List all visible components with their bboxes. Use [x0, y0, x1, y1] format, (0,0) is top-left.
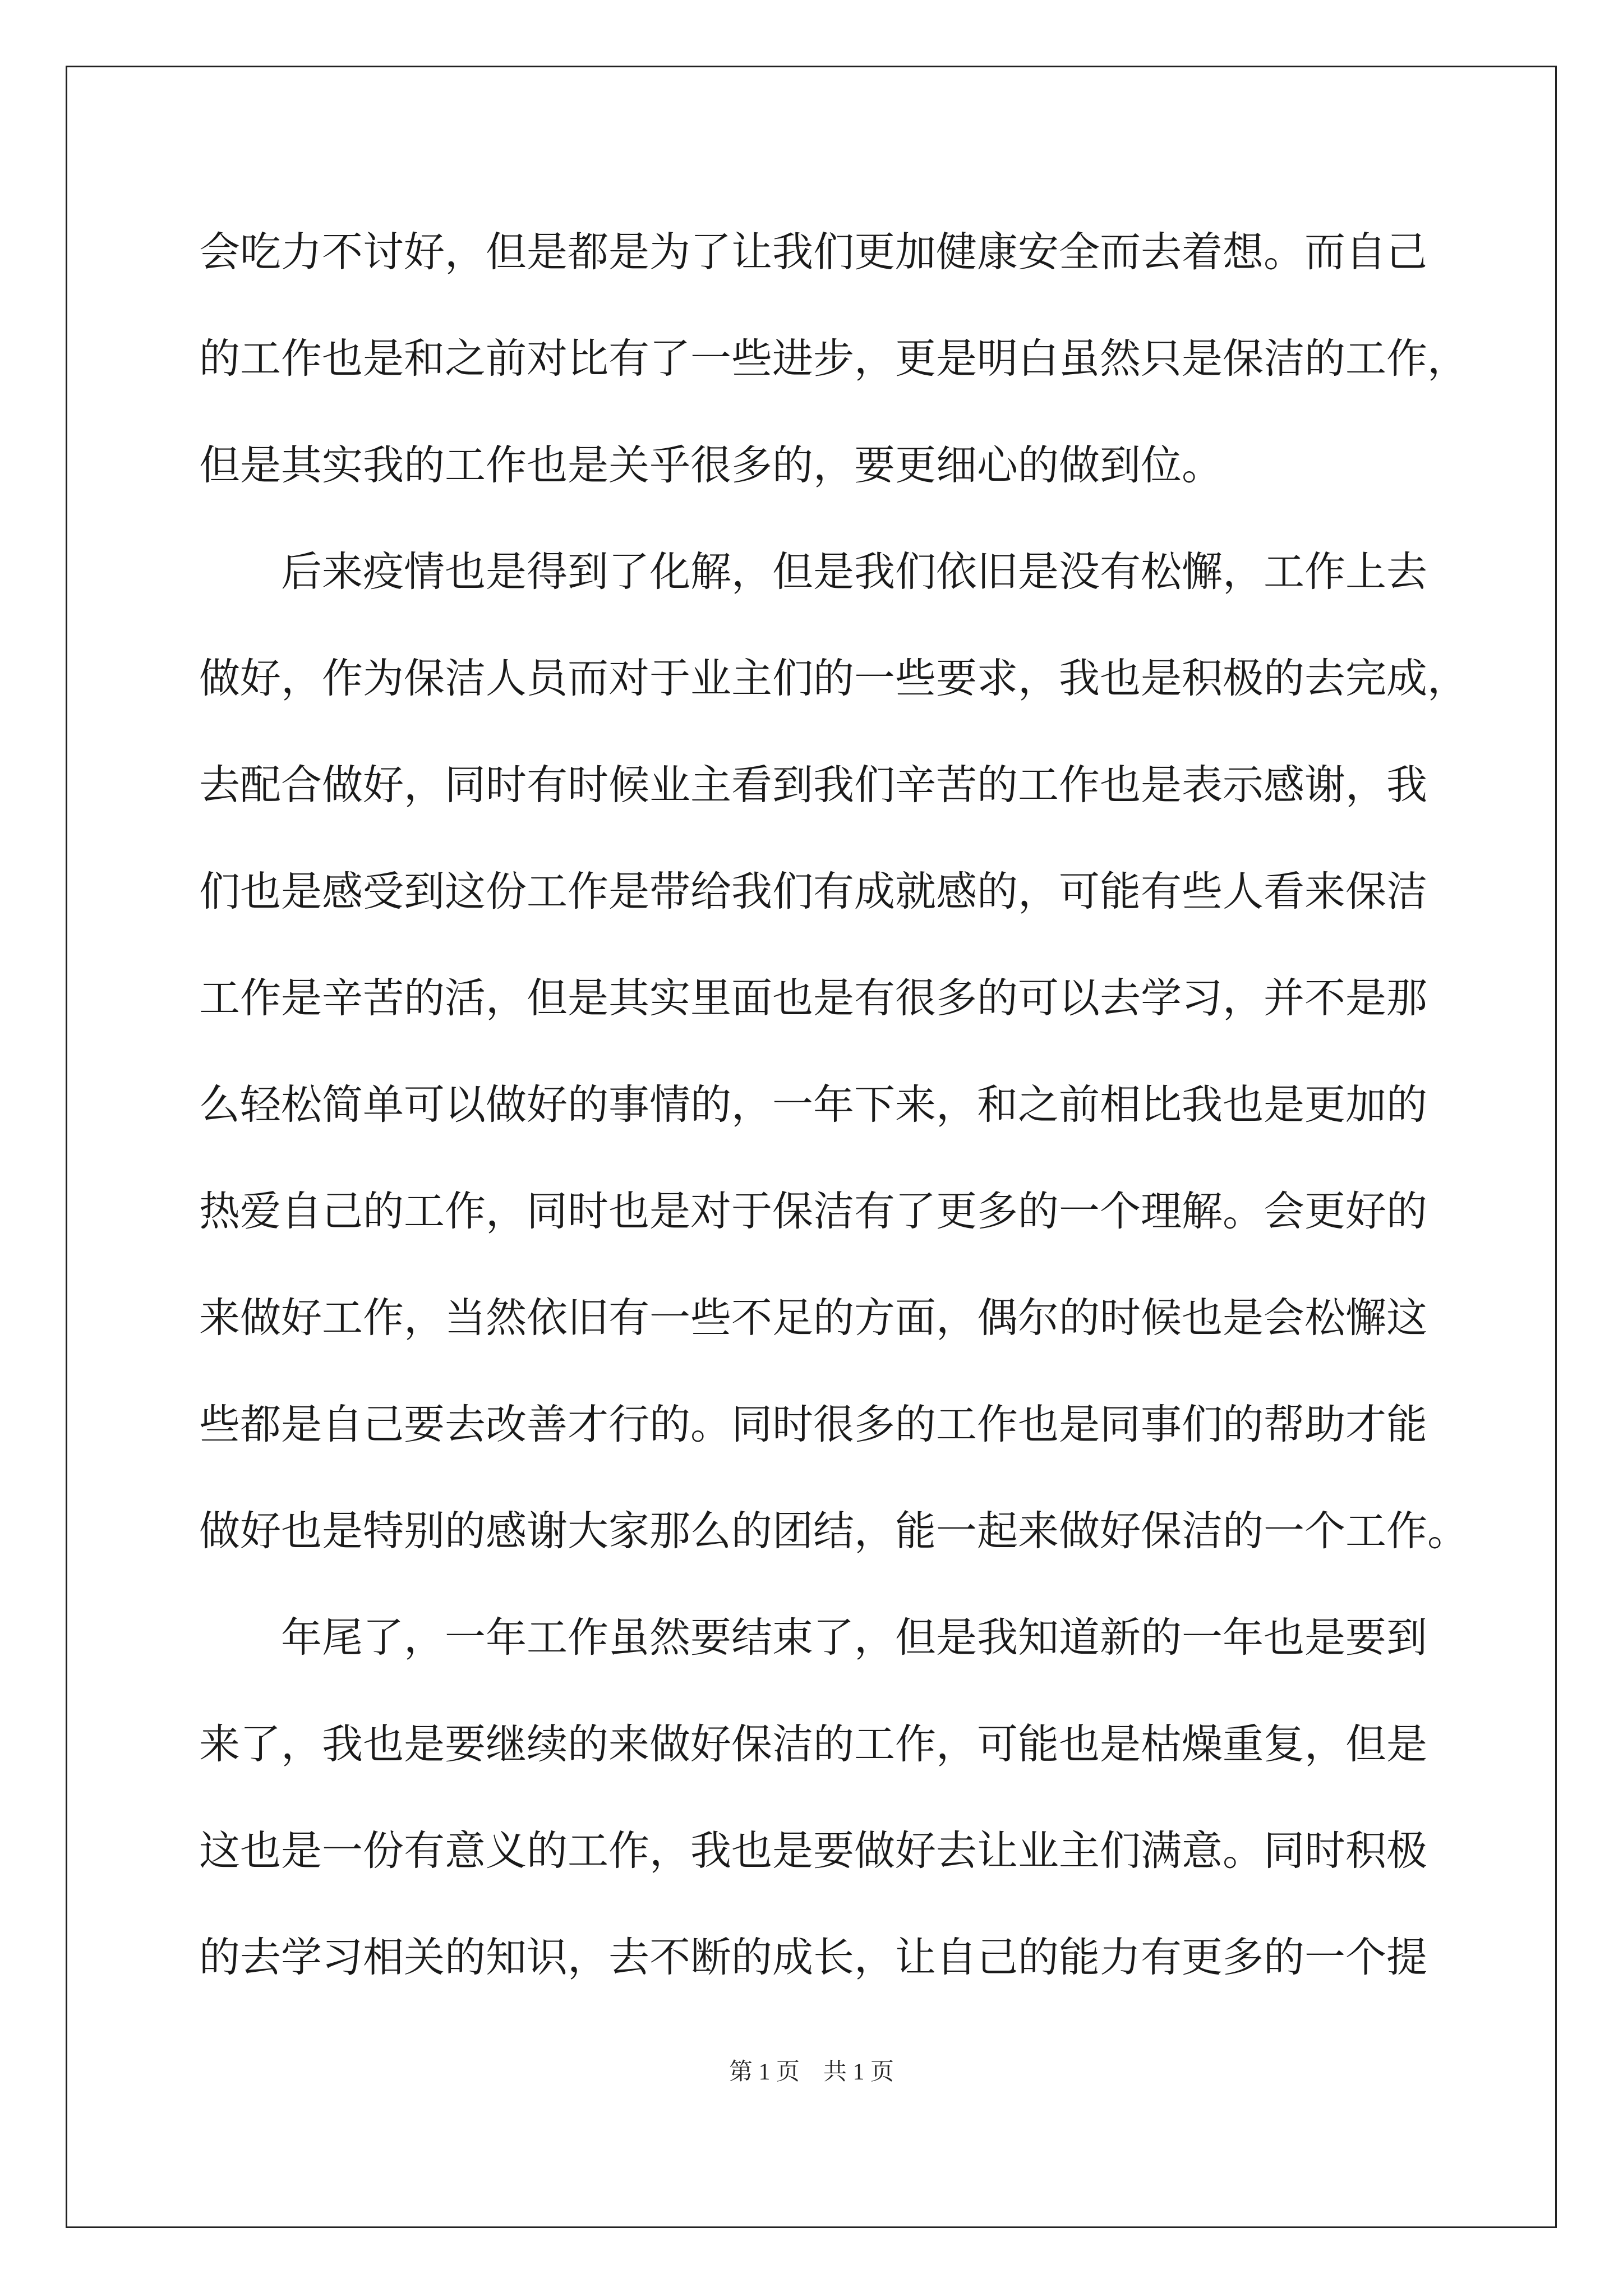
text-line: 来做好工作，当然依旧有一些不足的方面，偶尔的时候也是会松懈这 [199, 1294, 1427, 1342]
text-line: 的工作也是和之前对比有了一些进步，更是明白虽然只是保洁的工作， [199, 335, 1468, 383]
paragraph-start-line: 后来疫情也是得到了化解，但是我们依旧是没有松懈，工作上去 [281, 548, 1427, 596]
page-number-footer: 第 1 页 共 1 页 [728, 2059, 894, 2085]
text-line: 工作是辛苦的活，但是其实里面也是有很多的可以去学习，并不是那 [199, 974, 1427, 1022]
text-line: 来了，我也是要继续的来做好保洁的工作，可能也是枯燥重复，但是 [199, 1720, 1427, 1768]
text-line: 去配合做好，同时有时候业主看到我们辛苦的工作也是表示感谢，我 [199, 761, 1427, 809]
text-line: 热爱自己的工作，同时也是对于保洁有了更多的一个理解。会更好的 [199, 1188, 1427, 1235]
text-line: 么轻松简单可以做好的事情的，一年下来，和之前相比我也是更加的 [199, 1081, 1427, 1129]
text-line: 这也是一份有意义的工作，我也是要做好去让业主们满意。同时积极 [199, 1827, 1427, 1875]
text-line: 做好，作为保洁人员而对于业主们的一些要求，我也是积极的去完成， [199, 655, 1468, 702]
text-line: 做好也是特别的感谢大家那么的团结，能一起来做好保洁的一个工作。 [199, 1507, 1468, 1555]
text-line: 些都是自己要去改善才行的。同时很多的工作也是同事们的帮助才能 [199, 1401, 1427, 1448]
document-body [199, 199, 1468, 2011]
text-line: 但是其实我的工作也是关乎很多的，要更细心的做到位。 [199, 441, 1223, 489]
text-line: 们也是感受到这份工作是带给我们有成就感的，可能有些人看来保洁 [199, 868, 1427, 915]
paragraph-start-line: 年尾了，一年工作虽然要结束了，但是我知道新的一年也是要到 [281, 1614, 1427, 1662]
text-line: 的去学习相关的知识，去不断的成长，让自己的能力有更多的一个提 [199, 1934, 1427, 1981]
text-line: 会吃力不讨好，但是都是为了让我们更加健康安全而去着想。而自己 [199, 228, 1427, 276]
